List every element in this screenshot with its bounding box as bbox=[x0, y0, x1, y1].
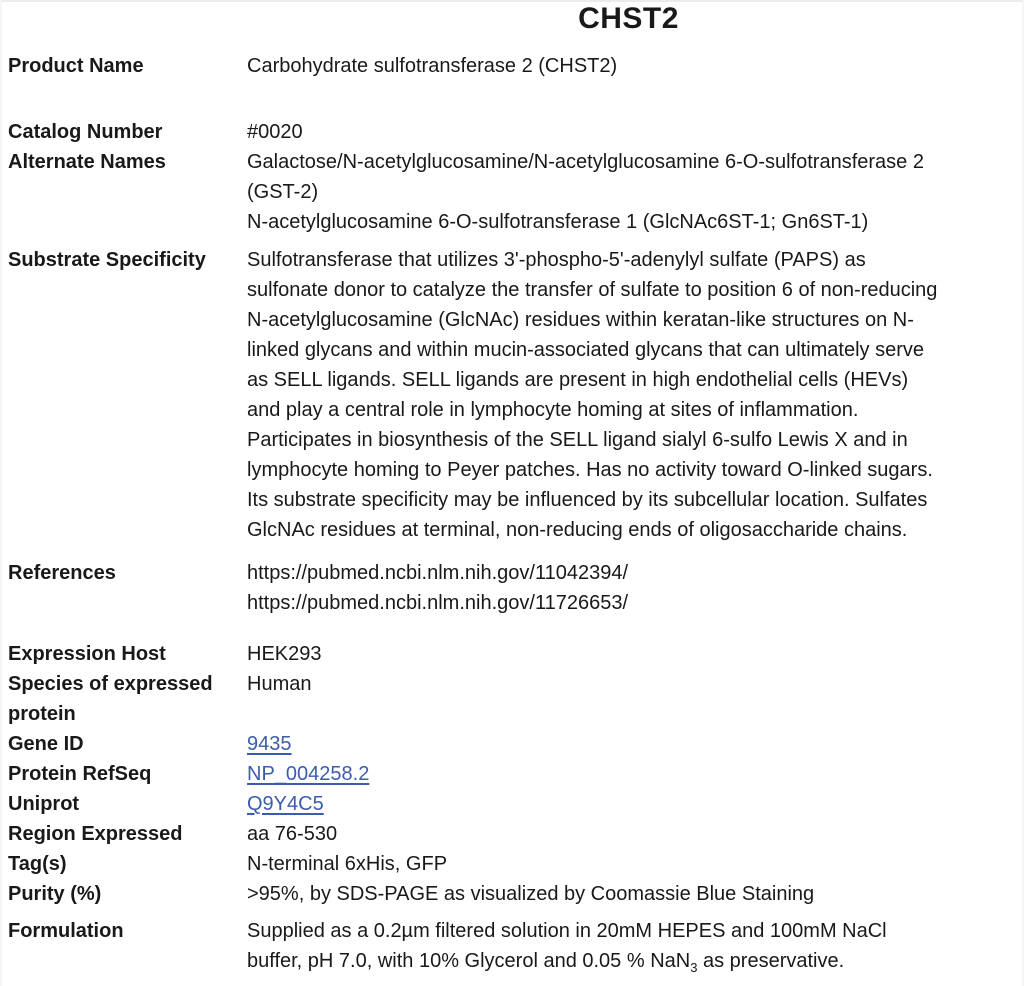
purity-label: Purity (%) bbox=[8, 883, 102, 905]
row-catalog-number bbox=[2, 117, 1022, 147]
alternate-names-text: N-acetylglucosamine 6-O-sulfotransferase 1 (GlcNAc6ST-1; Gn6ST-1) bbox=[247, 211, 869, 233]
product-name-value-line bbox=[247, 51, 1016, 81]
row-alternate-names bbox=[2, 147, 1022, 237]
tags-value bbox=[247, 849, 1016, 879]
species-of-expressed-protein-label: Species of expressed protein bbox=[8, 673, 213, 725]
purity-value bbox=[247, 879, 1016, 909]
region-expressed-label: Region Expressed bbox=[8, 823, 183, 845]
references-value-line bbox=[247, 558, 1016, 588]
expression-host-label: Expression Host bbox=[8, 643, 166, 665]
formulation-label: Formulation bbox=[8, 920, 124, 942]
substrate-specificity-value-line bbox=[247, 305, 1016, 335]
expression-host-text: HEK293 bbox=[247, 643, 322, 665]
product-name-text: Carbohydrate sulfotransferase 2 (CHST2) bbox=[247, 55, 618, 77]
alternate-names-text: (GST-2) bbox=[247, 181, 319, 203]
substrate-specificity-value-line bbox=[247, 335, 1016, 365]
alternate-names-value-line bbox=[247, 177, 1016, 207]
references-value-line bbox=[247, 588, 1016, 618]
substrate-specificity-text: lymphocyte homing to Peyer patches. Has no activity toward O-linked sugars. bbox=[247, 459, 933, 481]
row-region-expressed bbox=[2, 819, 1022, 849]
substrate-specificity-text: sulfonate donor to catalyze the transfer of sulfate to position 6 of non-reducing bbox=[247, 279, 938, 301]
uniprot-value bbox=[247, 789, 1016, 819]
references-text: https://pubmed.ncbi.nlm.nih.gov/11042394/ bbox=[247, 562, 628, 584]
alternate-names-value-line bbox=[247, 207, 1016, 237]
protein-refseq-link[interactable]: NP_004258.2 bbox=[247, 763, 370, 785]
row-gene-id bbox=[2, 729, 1022, 759]
substrate-specificity-text: as SELL ligands. SELL ligands are present in high endothelial cells (HEVs) bbox=[247, 369, 909, 391]
substrate-specificity-value-line bbox=[247, 455, 1016, 485]
tags-label: Tag(s) bbox=[8, 853, 67, 875]
row-expression-host bbox=[2, 639, 1022, 669]
substrate-specificity-value-line bbox=[247, 485, 1016, 515]
uniprot-link[interactable]: Q9Y4C5 bbox=[247, 793, 324, 815]
alternate-names-value-line bbox=[247, 147, 1016, 177]
alternate-names-text: Galactose/N-acetylglucosamine/N-acetylglucosamine 6-O-sulfotransferase 2 bbox=[247, 151, 924, 173]
catalog-number-label: Catalog Number bbox=[8, 121, 163, 143]
product-name-label: Product Name bbox=[8, 55, 144, 77]
page-title: CHST2 bbox=[578, 2, 679, 35]
references-value bbox=[247, 558, 1016, 618]
substrate-specificity-text: linked glycans and within mucin-associated glycans that can ultimately serve bbox=[247, 339, 925, 361]
substrate-specificity-value-line bbox=[247, 425, 1016, 455]
row-species-of-expressed-protein bbox=[2, 669, 1022, 729]
row-uniprot bbox=[2, 789, 1022, 819]
region-expressed-value-line bbox=[247, 819, 1016, 849]
alternate-names-value bbox=[247, 147, 1016, 237]
substrate-specificity-text: Participates in biosynthesis of the SELL ligand sialyl 6-sulfo Lewis X and in bbox=[247, 429, 908, 451]
formulation-value-line bbox=[247, 946, 1016, 976]
formulation-text: Supplied as a 0.2µm filtered solution in 20mM HEPES and 100mM NaCl bbox=[247, 920, 887, 942]
tags-value-line bbox=[247, 849, 1016, 879]
formulation-text: as preservative. bbox=[697, 950, 845, 972]
protein-refseq-value bbox=[247, 759, 1016, 789]
region-expressed-value bbox=[247, 819, 1016, 849]
catalog-number-value-line bbox=[247, 117, 1016, 147]
formulation-text: buffer, pH 7.0, with 10% Glycerol and 0.05 % NaN bbox=[247, 950, 691, 972]
purity-value-line bbox=[247, 879, 1016, 909]
substrate-specificity-text: GlcNAc residues at terminal, non-reducing ends of oligosaccharide chains. bbox=[247, 519, 908, 541]
references-label: References bbox=[8, 562, 116, 584]
row-product-name bbox=[2, 51, 1022, 81]
product-name-value bbox=[247, 51, 1016, 81]
expression-host-value bbox=[247, 639, 1016, 669]
row-protein-refseq bbox=[2, 759, 1022, 789]
protein-refseq-value-line bbox=[247, 759, 1016, 789]
substrate-specificity-text: Its substrate specificity may be influenced by its subcellular location. Sulfates bbox=[247, 489, 928, 511]
region-expressed-text: aa 76-530 bbox=[247, 823, 338, 845]
uniprot-value-line bbox=[247, 789, 1016, 819]
expression-host-value-line bbox=[247, 639, 1016, 669]
row-tags bbox=[2, 849, 1022, 879]
substrate-specificity-value-line bbox=[247, 245, 1016, 275]
substrate-specificity-text: and play a central role in lymphocyte homing at sites of inflammation. bbox=[247, 399, 859, 421]
row-substrate-specificity bbox=[2, 245, 1022, 545]
catalog-number-text: #0020 bbox=[247, 121, 303, 143]
species-of-expressed-protein-value-line bbox=[247, 669, 1016, 699]
datasheet-rows bbox=[2, 51, 1022, 976]
formulation-subscript: 3 bbox=[690, 960, 698, 975]
substrate-specificity-label: Substrate Specificity bbox=[8, 249, 206, 271]
substrate-specificity-value-line bbox=[247, 365, 1016, 395]
gene-id-value bbox=[247, 729, 1016, 759]
substrate-specificity-text: N-acetylglucosamine (GlcNAc) residues within keratan-like structures on N- bbox=[247, 309, 914, 331]
protein-refseq-label: Protein RefSeq bbox=[8, 763, 152, 785]
references-text: https://pubmed.ncbi.nlm.nih.gov/11726653/ bbox=[247, 592, 628, 614]
alternate-names-label: Alternate Names bbox=[8, 151, 166, 173]
tags-text: N-terminal 6xHis, GFP bbox=[247, 853, 448, 875]
species-of-expressed-protein-value bbox=[247, 669, 1016, 729]
substrate-specificity-value bbox=[247, 245, 1016, 545]
uniprot-label: Uniprot bbox=[8, 793, 80, 815]
substrate-specificity-value-line bbox=[247, 275, 1016, 305]
catalog-number-value bbox=[247, 117, 1016, 147]
gene-id-label: Gene ID bbox=[8, 733, 84, 755]
row-formulation bbox=[2, 916, 1022, 976]
formulation-value bbox=[247, 916, 1016, 976]
substrate-specificity-value-line bbox=[247, 515, 1016, 545]
substrate-specificity-text: Sulfotransferase that utilizes 3'-phospho-5'-adenylyl sulfate (PAPS) as bbox=[247, 249, 866, 271]
row-references bbox=[2, 558, 1022, 618]
purity-text: >95%, by SDS-PAGE as visualized by Coomassie Blue Staining bbox=[247, 883, 815, 905]
gene-id-value-line bbox=[247, 729, 1016, 759]
species-of-expressed-protein-text: Human bbox=[247, 673, 312, 695]
gene-id-link[interactable]: 9435 bbox=[247, 733, 292, 755]
substrate-specificity-value-line bbox=[247, 395, 1016, 425]
row-purity bbox=[2, 879, 1022, 909]
formulation-value-line bbox=[247, 916, 1016, 946]
